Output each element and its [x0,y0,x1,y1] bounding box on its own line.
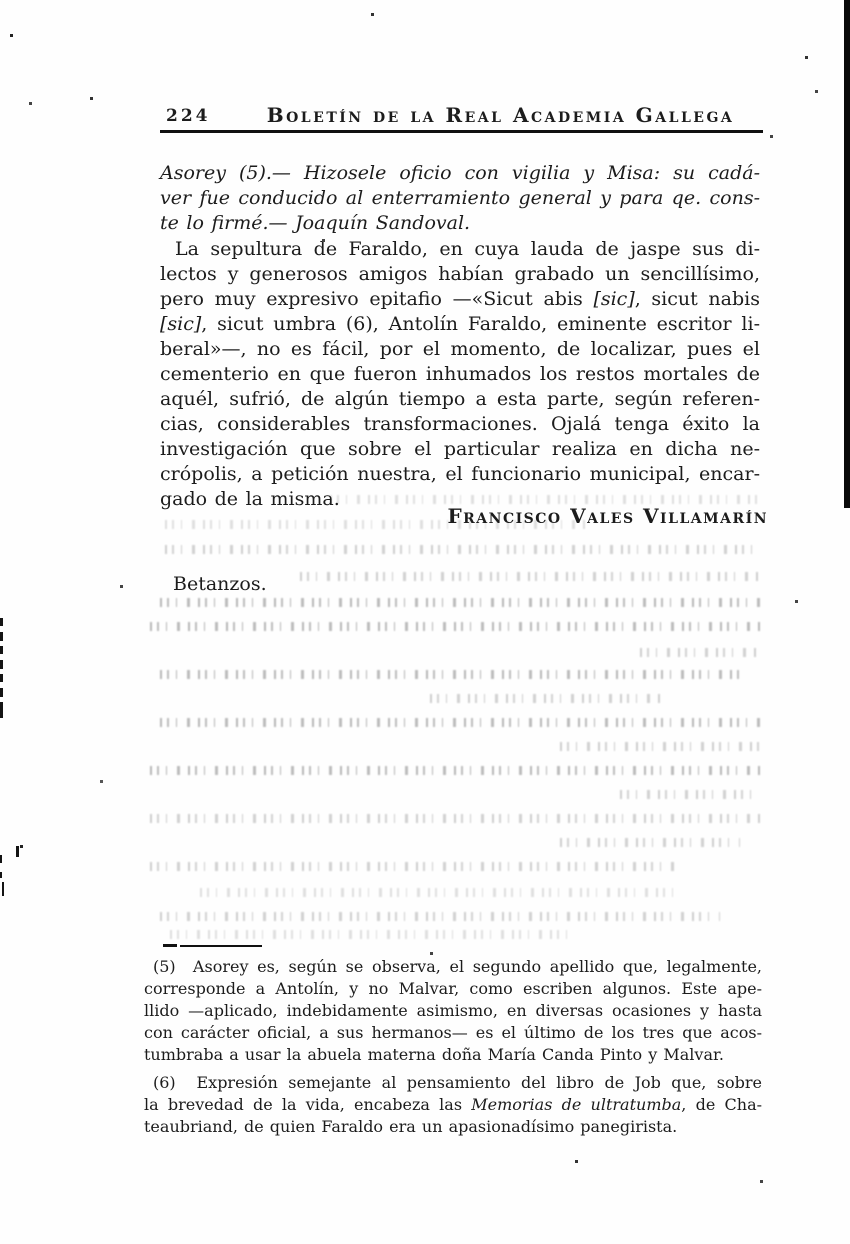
text-line: pero muy expresivo epitafio —«Sicut abis [sic], sicut nabis [160,288,760,310]
scan-edge-mark [0,688,3,697]
bleedthrough-noise [200,888,680,897]
main-paragraph [160,237,760,512]
text-line: tumbraba a usar la abuela materna doña María Canda Pinto y Malvar. [144,1045,724,1064]
text-line: te lo firmé.— Joaquín Sandoval. [160,212,471,234]
text-line: Asorey (5).— Hizosele oficio con vigilia y Misa: su cadá- [160,162,760,184]
scan-edge-mark [0,674,3,682]
text-line: la brevedad de la vida, encabeza las Memorias de ultratumba, de Cha- [144,1095,763,1114]
text-line: [sic], sicut umbra (6), Antolín Faraldo, eminente escritor li- [160,313,760,335]
scan-edge-mark [2,882,4,896]
bleedthrough-noise [150,814,760,823]
text-line: (5) Asorey es, según se observa, el segundo apellido que, legalmente, [153,957,762,976]
bleedthrough-noise [160,670,740,679]
footnote-5 [144,956,762,1066]
text-line: lectos y generosos amigos habían grabado un sencillísimo, [160,263,760,285]
bleedthrough-noise [160,718,760,727]
bleedthrough-noise [160,912,720,921]
text-line: investigación que sobre el particular realiza en dicha ne- [160,438,760,460]
page-number: 224 [166,106,211,126]
text-line: corresponde a Antolín, y no Malvar, como escriben algunos. Este ape- [144,979,762,998]
text-line: gado de la misma. [160,488,340,510]
text-line: cementerio en que fueron inhumados los restos mortales de [160,363,760,385]
bleedthrough-noise [300,572,760,581]
bleedthrough-noise [150,622,760,631]
text-line: beral»—, no es fácil, por el momento, de localizar, pues el [160,338,760,360]
scan-edge-mark [0,872,2,878]
bleedthrough-noise [560,742,760,751]
text-line: aquél, sufrió, de algún tiempo a esta parte, según referen- [160,388,760,410]
scan-edge-bar [844,0,850,508]
scan-edge-mark [0,702,3,718]
bleedthrough-noise [165,520,585,529]
place-line: Betanzos. [173,573,267,595]
footnote-separator [163,944,177,947]
text-line: crópolis, a petición nuestra, el funcionario municipal, encar- [160,463,760,485]
page-header [160,103,763,131]
text-line: con carácter oficial, a sus hermanos— es el último de los tres que acos- [144,1023,762,1042]
text-line: La sepultura de Faraldo, en cuya lauda de jaspe sus di- [175,238,760,260]
bleedthrough-noise [430,694,660,703]
bleedthrough-noise [620,790,760,799]
bleedthrough-noise [640,648,760,657]
scan-edge-mark [0,855,2,863]
bleedthrough-noise [160,598,760,607]
bleedthrough-noise [170,930,570,939]
header-rule [160,130,763,133]
text-line: ver fue conducido al enterramiento general y para qe. cons- [160,187,760,209]
bleedthrough-noise [165,545,760,554]
text-line: llido —aplicado, indebidamente asimismo, en diversas ocasiones y hasta [144,1001,762,1020]
footnote-6 [144,1072,762,1138]
scan-edge-mark [0,646,3,654]
scan-edge-mark [16,846,19,857]
bleedthrough-noise [150,862,680,871]
scan-edge-mark [0,660,3,669]
text-line: cias, considerables transformaciones. Ojalá tenga éxito la [160,413,760,435]
text-line: teaubriand, de quien Faraldo era un apasionadísimo panegirista. [144,1117,678,1136]
scan-specks [0,0,3,3]
journal-title: Boletín de la Real Academia Gallega [266,103,735,127]
footnote-separator [180,945,262,947]
author-signature: Francisco Vales Villamarín [447,504,768,528]
bleedthrough-noise [330,495,760,504]
bleedthrough-noise [150,766,760,775]
text-line: (6) Expresión semejante al pensamiento del libro de Job que, sobre [153,1073,762,1092]
opening-paragraph [160,161,760,236]
bleedthrough-noise [560,838,740,847]
scan-edge-mark [0,632,3,641]
scan-edge-mark [0,618,3,626]
